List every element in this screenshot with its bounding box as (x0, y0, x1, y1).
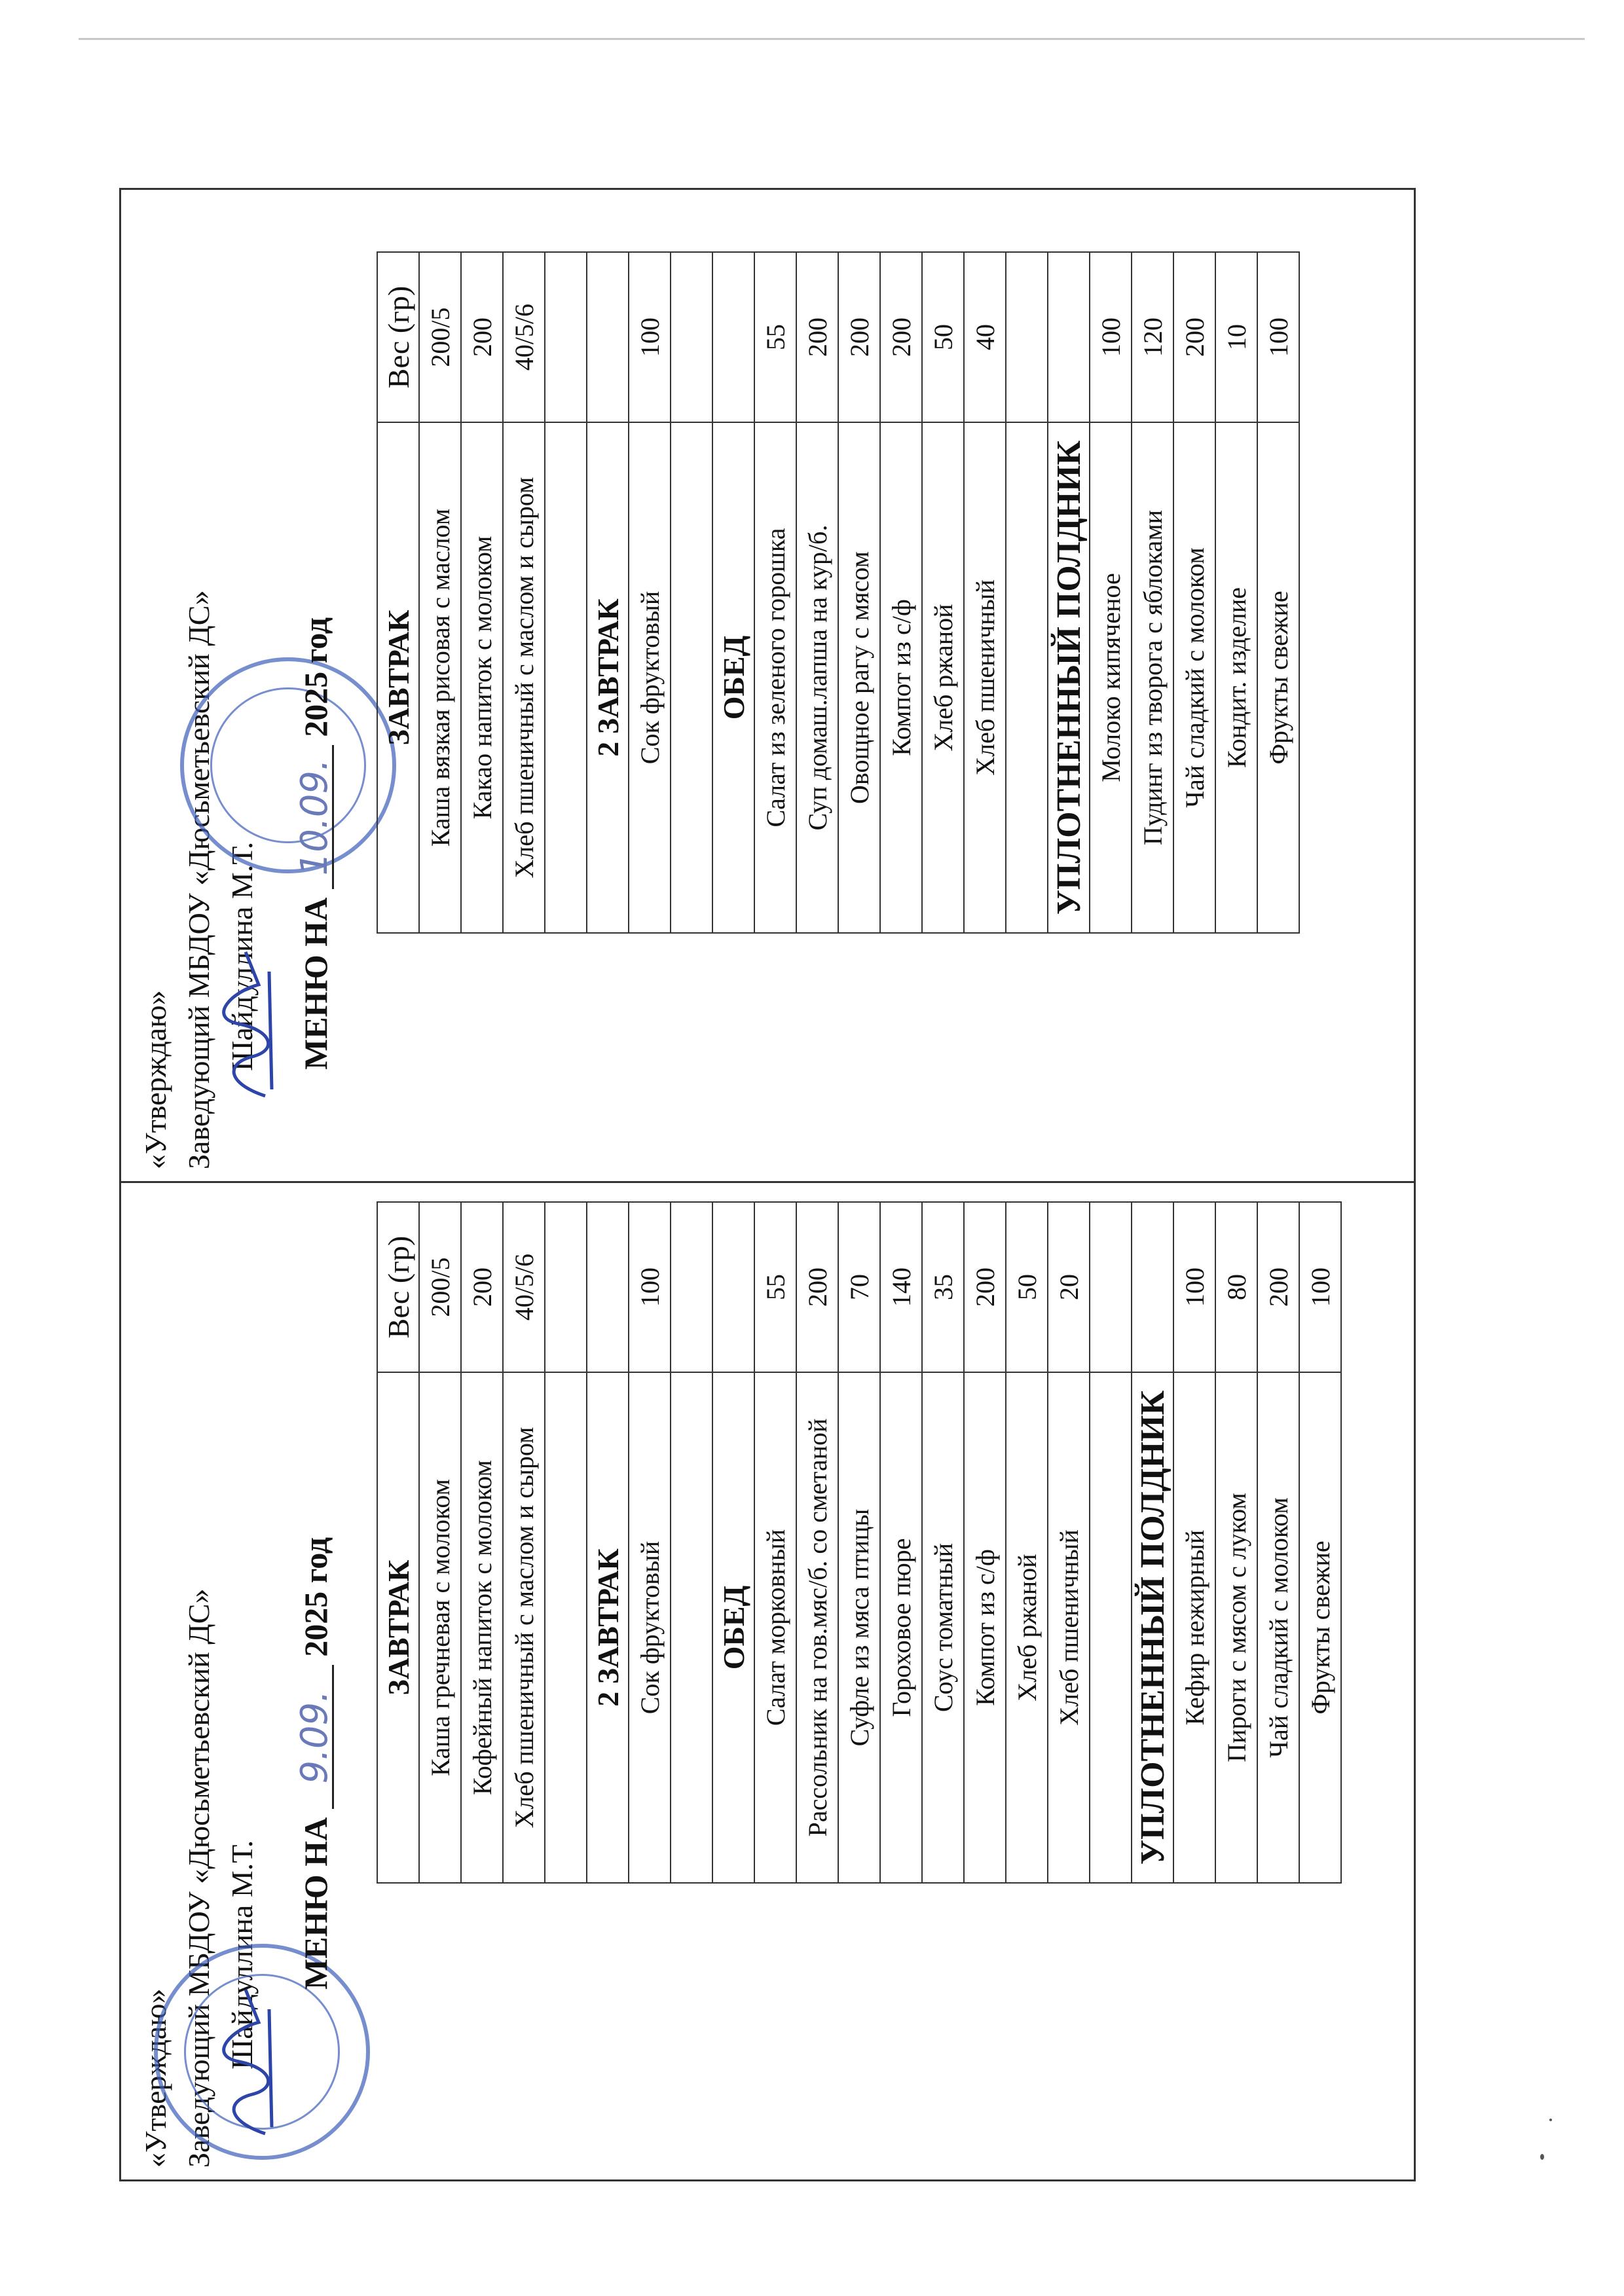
dish-weight: 120 (1132, 252, 1173, 422)
menu-row (754, 252, 796, 933)
menu-row (587, 252, 629, 933)
dish-name: Чай сладкий с молоком (1173, 422, 1215, 933)
menu-row (1132, 1202, 1173, 1883)
dish-weight: 50 (1006, 1202, 1048, 1372)
dish-name: Каша вязкая рисовая с маслом (419, 422, 461, 933)
approval-label: «Утверждаю» (139, 990, 172, 1169)
menu-year: 2025 год (297, 1537, 334, 1657)
dish-name (1090, 1372, 1132, 1883)
column-header-weight: Вес (гр) (377, 1202, 419, 1372)
menu-row (1006, 252, 1048, 933)
meal-section-title: 2 ЗАВТРАК (587, 1372, 629, 1883)
dish-weight: 200 (1257, 1202, 1299, 1372)
menu-row (419, 252, 461, 933)
dish-name (545, 1372, 587, 1883)
dish-weight: 200 (796, 252, 838, 422)
dish-weight (1006, 252, 1048, 422)
dish-name: Суп домаш.лапша на кур/б. (796, 422, 838, 933)
menu-row (838, 1202, 880, 1883)
menu-row (503, 252, 545, 933)
meal-section-title: УПЛОТНЕННЫЙ ПОЛДНИК (1132, 1372, 1173, 1883)
menu-row (1132, 252, 1173, 933)
menu-row (1299, 1202, 1341, 1883)
dish-weight: 200 (838, 252, 880, 422)
dish-weight: 100 (1090, 252, 1132, 422)
meal-section-title: ОБЕД (712, 1372, 754, 1883)
dish-name: Фрукты свежие (1257, 422, 1299, 933)
dish-weight (1048, 252, 1090, 422)
dish-name: Пудинг из творога с яблоками (1132, 422, 1173, 933)
official-stamp (180, 657, 396, 873)
menu-row (1090, 1202, 1132, 1883)
dish-name: Кефир нежирный (1173, 1372, 1215, 1883)
menu-date-line (293, 617, 336, 1070)
scan-speck (1549, 2119, 1552, 2121)
menu-row (629, 1202, 671, 1883)
menu-row (545, 1202, 587, 1883)
dish-name: Хлеб пшеничный с маслом и сыром (503, 422, 545, 933)
menu-row (880, 252, 922, 933)
dish-weight: 100 (1299, 1202, 1341, 1372)
dish-name: Пироги с мясом с луком (1215, 1372, 1257, 1883)
column-header-dish: ЗАВТРАК (377, 422, 419, 933)
dish-name (671, 1372, 712, 1883)
dish-name: Сок фруктовый (629, 422, 671, 933)
menu-date: 10.09. (298, 745, 334, 889)
menu-row (754, 1202, 796, 1883)
dish-weight: 35 (922, 1202, 964, 1372)
head-name: Шайдуллина М.Т. (225, 1840, 259, 2069)
menu-row (712, 252, 754, 933)
menu-row (796, 1202, 838, 1883)
menu-row (1257, 252, 1299, 933)
menu-row (1048, 252, 1090, 933)
dish-weight: 200 (880, 252, 922, 422)
dish-name: Салат морковный (754, 1372, 796, 1883)
dish-name: Молоко кипяченое (1090, 422, 1132, 933)
menu-row (1090, 252, 1132, 933)
dish-weight: 55 (754, 1202, 796, 1372)
dish-weight (671, 1202, 712, 1372)
dish-name: Компот из с/ф (880, 422, 922, 933)
dish-name: Хлеб ржаной (922, 422, 964, 933)
dish-weight: 200 (461, 252, 503, 422)
signature (219, 1983, 278, 2140)
menu-row (503, 1202, 545, 1883)
dish-name (545, 422, 587, 933)
dish-weight (587, 1202, 629, 1372)
scan-speck (1540, 2154, 1544, 2160)
dish-name: Фрукты свежие (1299, 1372, 1341, 1883)
dish-name: Овощное рагу с мясом (838, 422, 880, 933)
head-title: Заведующий МБДОУ «Дюсьметьевский ДС» (182, 1588, 215, 2168)
column-header-dish: ЗАВТРАК (377, 1372, 419, 1883)
dish-weight (545, 1202, 587, 1372)
menu-prefix: МЕНЮ НА (297, 1817, 334, 1990)
dish-weight (545, 252, 587, 422)
menu-row (587, 1202, 629, 1883)
dish-weight (671, 252, 712, 422)
meal-section-title: 2 ЗАВТРАК (587, 422, 629, 933)
menu-row (461, 1202, 503, 1883)
menu-row (419, 1202, 461, 1883)
menu-row (671, 252, 712, 933)
dish-name: Хлеб пшеничный с маслом и сыром (503, 1372, 545, 1883)
dish-weight: 200 (964, 1202, 1006, 1372)
dish-name: Суфле из мяса птицы (838, 1372, 880, 1883)
column-header-weight: Вес (гр) (377, 252, 419, 422)
menu-row (964, 252, 1006, 933)
menu-row (1048, 1202, 1090, 1883)
head-title: Заведующий МБДОУ «Дюсьметьевский ДС» (182, 590, 215, 1169)
menu-date: 9.09. (298, 1665, 334, 1809)
dish-name: Хлеб пшеничный (1048, 1372, 1090, 1883)
dish-weight: 200 (1173, 252, 1215, 422)
menu-table (377, 251, 1300, 934)
dish-name: Кондит. изделие (1215, 422, 1257, 933)
dish-name: Каша гречневая с молоком (419, 1372, 461, 1883)
menu-document (119, 188, 1416, 2181)
menu-row (1215, 1202, 1257, 1883)
dish-weight: 100 (1257, 252, 1299, 422)
dish-name (1006, 422, 1048, 933)
menu-sheet-day2 (121, 185, 1414, 1183)
dish-weight: 200/5 (419, 252, 461, 422)
dish-weight: 55 (754, 252, 796, 422)
menu-sheet-day1 (121, 1183, 1414, 2179)
dish-name: Гороховое пюре (880, 1372, 922, 1883)
dish-weight: 10 (1215, 252, 1257, 422)
approval-label: «Утверждаю» (139, 1988, 172, 2168)
dish-weight (712, 252, 754, 422)
dish-weight (1132, 1202, 1173, 1372)
menu-row (1173, 1202, 1215, 1883)
menu-table (377, 1201, 1342, 1884)
menu-row (712, 1202, 754, 1883)
menu-date-line (293, 1537, 336, 1990)
menu-row (671, 1202, 712, 1883)
signature (219, 945, 278, 1102)
dish-weight: 50 (922, 252, 964, 422)
menu-year: 2025 год (297, 617, 334, 737)
menu-row (1173, 252, 1215, 933)
menu-row (629, 252, 671, 933)
dish-weight: 200 (796, 1202, 838, 1372)
dish-weight: 200/5 (419, 1202, 461, 1372)
dish-weight: 70 (838, 1202, 880, 1372)
dish-weight: 80 (1215, 1202, 1257, 1372)
menu-row (922, 1202, 964, 1883)
menu-row (922, 252, 964, 933)
dish-weight: 40 (964, 252, 1006, 422)
menu-row (1215, 252, 1257, 933)
dish-name (671, 422, 712, 933)
menu-row (964, 1202, 1006, 1883)
menu-row (838, 252, 880, 933)
dish-name: Соус томатный (922, 1372, 964, 1883)
dish-name: Компот из с/ф (964, 1372, 1006, 1883)
menu-row (461, 252, 503, 933)
dish-name: Хлеб пшеничный (964, 422, 1006, 933)
dish-weight (712, 1202, 754, 1372)
dish-weight: 40/5/6 (503, 252, 545, 422)
dish-weight: 100 (629, 252, 671, 422)
scan-edge-line (79, 38, 1585, 40)
menu-row (880, 1202, 922, 1883)
dish-weight: 100 (1173, 1202, 1215, 1372)
dish-weight: 40/5/6 (503, 1202, 545, 1372)
dish-name: Хлеб ржаной (1006, 1372, 1048, 1883)
dish-name: Сок фруктовый (629, 1372, 671, 1883)
dish-weight: 140 (880, 1202, 922, 1372)
dish-weight: 20 (1048, 1202, 1090, 1372)
dish-name: Рассольник на гов.мяс/б. со сметаной (796, 1372, 838, 1883)
dish-name: Какао напиток с молоком (461, 422, 503, 933)
menu-row (796, 252, 838, 933)
meal-section-title: УПЛОТНЕННЫЙ ПОЛДНИК (1048, 422, 1090, 933)
menu-prefix: МЕНЮ НА (297, 897, 334, 1070)
dish-name: Кофейный напиток с молоком (461, 1372, 503, 1883)
dish-name: Чай сладкий с молоком (1257, 1372, 1299, 1883)
head-name: Шайдуллина М.Т. (225, 841, 259, 1071)
menu-row (1257, 1202, 1299, 1883)
menu-row (1006, 1202, 1048, 1883)
meal-section-title: ОБЕД (712, 422, 754, 933)
menu-row (545, 252, 587, 933)
dish-weight: 100 (629, 1202, 671, 1372)
dish-weight (1090, 1202, 1132, 1372)
dish-weight (587, 252, 629, 422)
dish-name: Салат из зеленого горошка (754, 422, 796, 933)
dish-weight: 200 (461, 1202, 503, 1372)
